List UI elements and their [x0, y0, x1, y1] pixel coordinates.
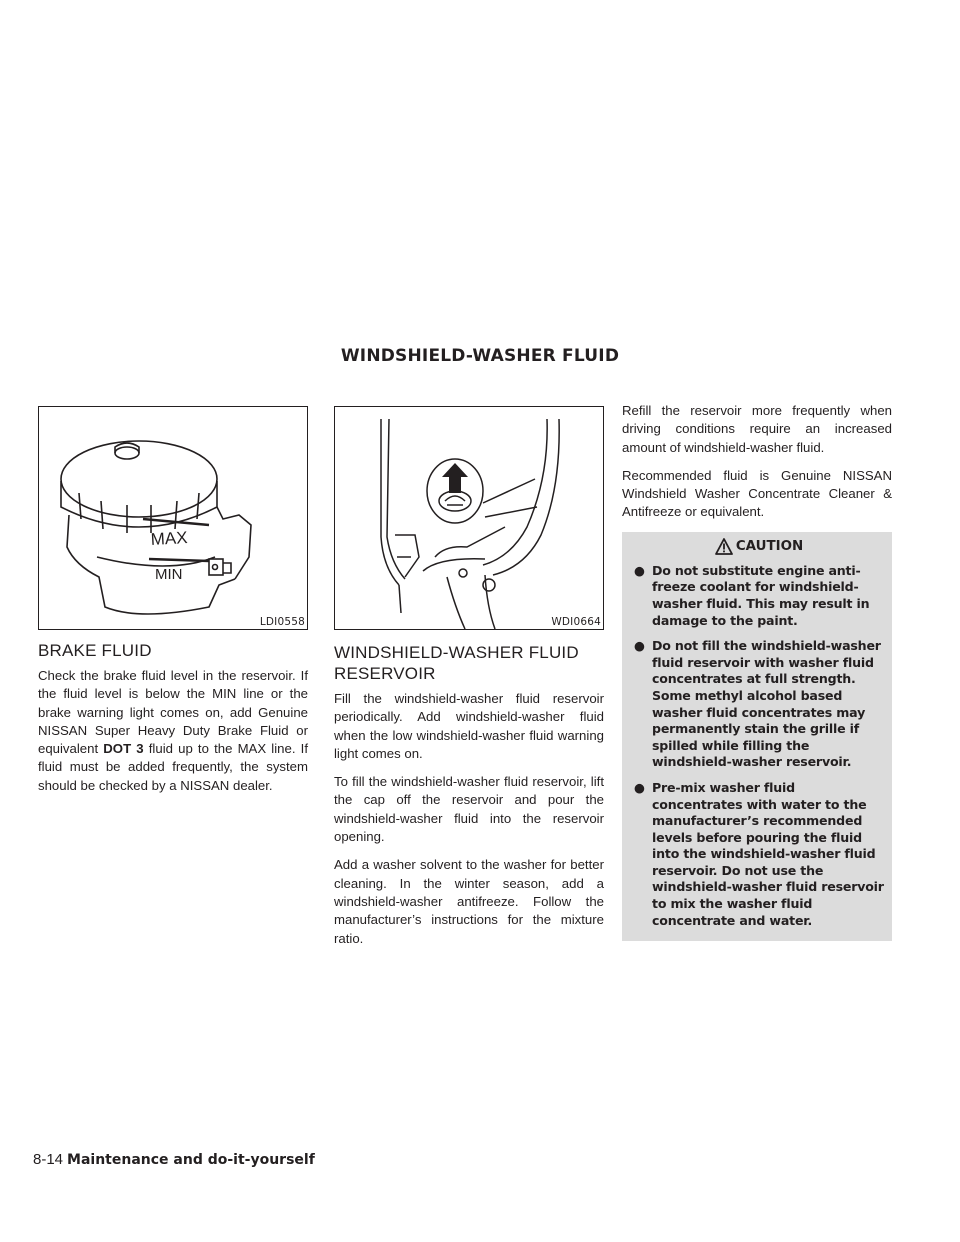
figure-code: WDI0664 [551, 616, 601, 628]
warning-icon [715, 538, 733, 555]
refill-paragraph-2: Recommended fluid is Genuine NISSAN Windshield Washer Concentrate Cleaner & Antifreeze or equivalent. [622, 467, 892, 520]
caution-item: ● Do not fill the windshield-washer fluid reservoir with washer fluid concentrates at full strength. Some methyl alcohol based washer fluid concentrates may permanently stain the grille if spilled while filling the windshield-washer reservoir. [634, 638, 881, 770]
washer-reservoir-illustration [334, 406, 604, 630]
washer-paragraph-1: Fill the windshield-washer fluid reservoir periodically. Add windshield-washer fluid when the low windshield-washer fluid warning light comes on. [334, 691, 604, 761]
washer-paragraph-2: To fill the windshield-washer fluid reservoir, lift the cap off the reservoir and pour the windshield-washer fluid into the reservoir opening. [334, 774, 604, 845]
brake-fluid-paragraph: Check the brake fluid level in the reservoir. If the fluid level is below the MIN line or the brake warning light comes on, add Genuine NISSAN Super Heavy Duty Brake Fluid or equivalent DOT 3 fluid up to the MAX line. If fluid must be added frequently, the system should be checked by a NISSAN dealer. [38, 668, 308, 793]
section-title: WINDSHIELD-WASHER FLUID [340, 346, 620, 366]
washer-reservoir-column [334, 406, 604, 958]
brake-fluid-reservoir-illustration [38, 406, 308, 630]
bullet: ● [634, 638, 645, 654]
washer-reservoir-heading: WINDSHIELD-WASHER FLUID RESERVOIR [334, 643, 579, 683]
refill-column [622, 402, 892, 941]
caution-item: ● Pre-mix washer fluid concentrates with water to the manufacturer’s recommended levels before pouring the fluid into the windshield-washer fluid reservoir. Do not use the windshield-washer fluid reservoir to mix the washer fluid concentrate and water. [634, 779, 884, 928]
figure-code: LDI0558 [259, 616, 305, 628]
washer-paragraph-3: Add a washer solvent to the washer for better cleaning. In the winter season, add a windshield-washer antifreeze. Follow the manufacturer’s instructions for the mixture ratio. [334, 857, 604, 946]
washer-reservoir-drawing [335, 407, 603, 629]
chapter-title: Maintenance and do-it-yourself [67, 1152, 315, 1168]
bullet: ● [634, 779, 645, 795]
caution-list [634, 563, 884, 929]
caution-header [634, 538, 884, 555]
min-label: MIN [155, 566, 183, 583]
caution-title: CAUTION [735, 538, 804, 554]
page-number: 8-14 [33, 1151, 64, 1168]
brake-fluid-column [38, 406, 308, 805]
refill-paragraph-1: Refill the reservoir more frequently when driving conditions require an increased amount of windshield-washer fluid. [622, 403, 892, 455]
brake-reservoir-drawing [39, 407, 307, 629]
bullet: ● [634, 562, 645, 578]
caution-box [622, 532, 892, 941]
max-label: MAX [150, 528, 189, 549]
brake-fluid-heading: BRAKE FLUID [38, 641, 152, 660]
caution-item: ● Do not substitute engine anti-freeze coolant for windshield-washer fluid. This may result in damage to the paint. [634, 562, 870, 628]
page-footer [33, 1151, 315, 1168]
